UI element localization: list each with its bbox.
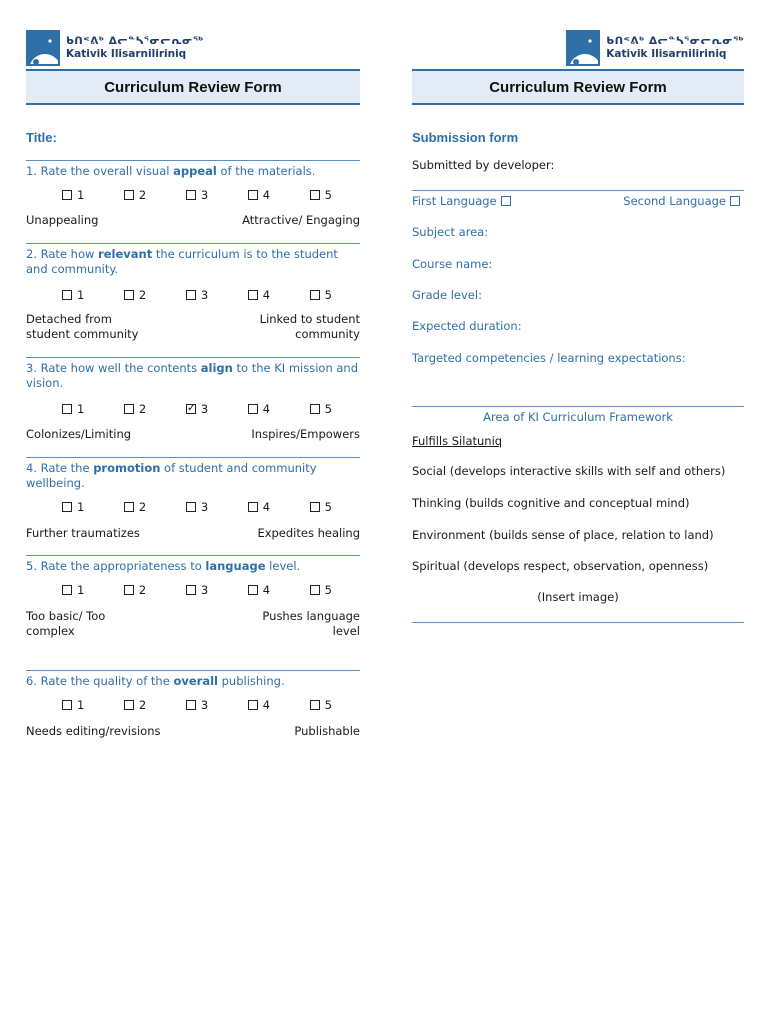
rating-checkbox[interactable] [310, 290, 320, 300]
logo [566, 30, 744, 66]
rating-checkbox[interactable] [248, 700, 258, 710]
thinking-label: Thinking (builds cognitive and conceptual mind) [412, 496, 690, 510]
question-3-text: 3. Rate how well the contents align to the KI mission and vision. [26, 361, 359, 390]
language-row [412, 194, 744, 208]
rating-label: 2 [138, 402, 147, 416]
rating-label: 3 [200, 583, 209, 597]
divider [26, 457, 360, 458]
rating-checkbox[interactable] [186, 700, 196, 710]
question-2-anchors [26, 312, 360, 342]
fulfills-silatuniq-label: Fulfills Silatuniq [412, 434, 503, 448]
rating-label: 5 [324, 288, 332, 302]
rating-option[interactable] [186, 500, 208, 514]
rating-checkbox[interactable] [310, 404, 320, 414]
rating-label: 2 [138, 188, 147, 202]
rating-checkbox[interactable] [310, 585, 320, 595]
social-label: Social (develops interactive skills with self and others) [412, 464, 726, 478]
rating-checkbox[interactable] [62, 404, 72, 414]
rating-label: 4 [262, 583, 271, 597]
question-6-text: 6. Rate the quality of the overall publishing. [26, 674, 285, 688]
rating-label: 2 [138, 500, 147, 514]
rating-label: 4 [262, 698, 271, 712]
rating-option[interactable] [62, 402, 84, 416]
rating-label: 4 [262, 500, 271, 514]
rating-option[interactable] [310, 402, 332, 416]
logo-name: Kativik Ilisarniliriniq [606, 48, 727, 60]
rating-label: 5 [324, 500, 332, 514]
question-6-scale [62, 698, 332, 712]
rating-checkbox[interactable] [62, 190, 72, 200]
logo [26, 30, 204, 66]
rating-checkbox[interactable] [248, 190, 258, 200]
rating-label: 1 [77, 698, 85, 712]
rating-checkbox[interactable] [186, 190, 196, 200]
targeted-competencies-label: Targeted competencies / learning expectations: [412, 351, 686, 365]
rating-checkbox[interactable] [62, 502, 72, 512]
review-form-column [26, 0, 360, 760]
course-name-label: Course name: [412, 257, 493, 271]
rating-label: 4 [262, 188, 271, 202]
rating-checkbox[interactable] [248, 290, 258, 300]
environment-label: Environment (builds sense of place, relation to land) [412, 528, 714, 542]
high-anchor-label: Attractive/ Engaging [242, 213, 360, 227]
rating-option[interactable] [186, 583, 208, 597]
rating-checkbox[interactable] [186, 585, 196, 595]
rating-label: 1 [77, 500, 85, 514]
rating-checkbox[interactable] [124, 190, 134, 200]
low-anchor-label: Needs editing/revisions [26, 724, 161, 738]
rating-checkbox[interactable] [310, 700, 320, 710]
divider [26, 357, 360, 358]
divider [26, 670, 360, 671]
logo-syllabics: ᑲᑎᕝᕕᒃ ᐃᓕᓐᓴᕐᓂᓕᕆᓂᖅ [606, 35, 744, 47]
rating-checkbox[interactable] [248, 585, 258, 595]
rating-label: 3 [200, 500, 209, 514]
question-5-text: 5. Rate the appropriateness to language level. [26, 559, 301, 573]
rating-label: 2 [138, 583, 147, 597]
rating-option[interactable] [186, 698, 208, 712]
rating-option[interactable] [310, 188, 332, 202]
rating-checkbox[interactable] [124, 585, 134, 595]
question-4-scale [62, 500, 332, 514]
rating-option[interactable] [310, 500, 332, 514]
second-language-label: Second Language [623, 194, 726, 208]
rating-option[interactable] [62, 500, 84, 514]
title-label: Title: [26, 130, 57, 145]
rating-option[interactable] [62, 288, 84, 302]
low-anchor-label: Detached from student community [26, 312, 139, 341]
high-anchor-label: Publishable [294, 724, 360, 738]
rating-label: 3 [200, 188, 209, 202]
divider [412, 406, 744, 407]
rating-option[interactable] [62, 188, 84, 202]
rating-option[interactable] [124, 402, 146, 416]
low-anchor-label: Further traumatizes [26, 526, 140, 540]
rating-option[interactable] [186, 402, 208, 416]
question-1-anchors [26, 213, 360, 228]
high-anchor-label: Pushes language level [262, 609, 360, 638]
rating-checkbox[interactable] [186, 404, 196, 414]
divider [26, 555, 360, 556]
divider [26, 160, 360, 161]
rating-checkbox[interactable] [62, 290, 72, 300]
rating-option[interactable] [124, 583, 146, 597]
first-language-checkbox[interactable] [501, 196, 511, 206]
rating-label: 5 [324, 583, 332, 597]
divider [412, 190, 744, 191]
expected-duration-label: Expected duration: [412, 319, 522, 333]
rating-label: 1 [77, 188, 85, 202]
rating-option[interactable] [186, 288, 208, 302]
rating-label: 3 [200, 402, 209, 416]
rating-label: 5 [324, 188, 332, 202]
question-6-anchors [26, 724, 360, 739]
rating-label: 1 [77, 402, 85, 416]
spiritual-label: Spiritual (develops respect, observation, openness) [412, 559, 709, 573]
rating-label: 5 [324, 698, 332, 712]
high-anchor-label: Linked to student community [259, 312, 360, 341]
question-3-scale [62, 402, 332, 416]
rating-checkbox[interactable] [124, 700, 134, 710]
high-anchor-label: Inspires/Empowers [251, 427, 360, 441]
rating-option[interactable] [248, 500, 270, 514]
second-language-option[interactable] [623, 194, 740, 208]
insert-image-placeholder: (Insert image) [537, 590, 619, 604]
rating-option[interactable] [124, 188, 146, 202]
rating-option[interactable] [62, 583, 84, 597]
rating-option[interactable] [124, 698, 146, 712]
rating-checkbox[interactable] [248, 502, 258, 512]
rating-label: 2 [138, 288, 147, 302]
divider [26, 243, 360, 244]
low-anchor-label: Colonizes/Limiting [26, 427, 132, 441]
logo-syllabics: ᑲᑎᕝᕕᒃ ᐃᓕᓐᓴᕐᓂᓕᕆᓂᖅ [66, 35, 204, 47]
first-language-option[interactable] [412, 194, 511, 208]
high-anchor-label: Expedites healing [257, 526, 360, 540]
rating-option[interactable] [124, 288, 146, 302]
rating-checkbox[interactable] [310, 502, 320, 512]
question-4-text: 4. Rate the promotion of student and community wellbeing. [26, 461, 317, 490]
question-5-anchors [26, 609, 360, 639]
submission-form-column [412, 0, 744, 760]
rating-checkbox[interactable] [248, 404, 258, 414]
rating-label: 2 [138, 698, 147, 712]
framework-heading: Area of KI Curriculum Framework [483, 410, 673, 424]
second-language-checkbox[interactable] [730, 196, 740, 206]
rating-label: 3 [200, 288, 209, 302]
question-5-scale [62, 583, 332, 597]
low-anchor-label: Too basic/ Too complex [26, 609, 106, 638]
rating-checkbox[interactable] [310, 190, 320, 200]
question-2-text: 2. Rate how relevant the curriculum is to the student and community. [26, 247, 338, 276]
rating-label: 3 [200, 698, 209, 712]
rating-checkbox[interactable] [186, 290, 196, 300]
rating-label: 1 [77, 288, 85, 302]
submitted-by-label: Submitted by developer: [412, 158, 555, 172]
rating-option[interactable] [248, 402, 270, 416]
rating-option[interactable] [248, 288, 270, 302]
rating-label: 4 [262, 288, 271, 302]
low-anchor-label: Unappealing [26, 213, 99, 227]
grade-level-label: Grade level: [412, 288, 482, 302]
question-2-scale [62, 288, 332, 302]
rating-option[interactable] [248, 583, 270, 597]
form-title: Curriculum Review Form [412, 69, 744, 105]
rating-label: 1 [77, 583, 85, 597]
question-3-anchors [26, 427, 360, 442]
rating-label: 5 [324, 402, 332, 416]
subject-area-label: Subject area: [412, 225, 489, 239]
rating-option[interactable] [124, 500, 146, 514]
rating-checkbox[interactable] [124, 502, 134, 512]
question-1-scale [62, 188, 332, 202]
rating-checkbox[interactable] [62, 585, 72, 595]
submission-heading: Submission form [412, 130, 519, 145]
question-1-text: 1. Rate the overall visual appeal of the materials. [26, 164, 316, 178]
logo-icon [566, 30, 600, 66]
rating-option[interactable] [62, 698, 84, 712]
rating-option[interactable] [248, 188, 270, 202]
rating-option[interactable] [310, 288, 332, 302]
divider [412, 622, 744, 623]
rating-label: 4 [262, 402, 271, 416]
form-title: Curriculum Review Form [26, 69, 360, 105]
rating-option[interactable] [310, 583, 332, 597]
logo-name: Kativik Ilisarniliriniq [66, 48, 187, 60]
logo-icon [26, 30, 60, 66]
rating-option[interactable] [186, 188, 208, 202]
rating-checkbox[interactable] [124, 404, 134, 414]
rating-checkbox[interactable] [186, 502, 196, 512]
rating-option[interactable] [248, 698, 270, 712]
rating-checkbox[interactable] [124, 290, 134, 300]
first-language-label: First Language [412, 194, 497, 208]
rating-option[interactable] [310, 698, 332, 712]
rating-checkbox[interactable] [62, 700, 72, 710]
question-4-anchors [26, 526, 360, 541]
